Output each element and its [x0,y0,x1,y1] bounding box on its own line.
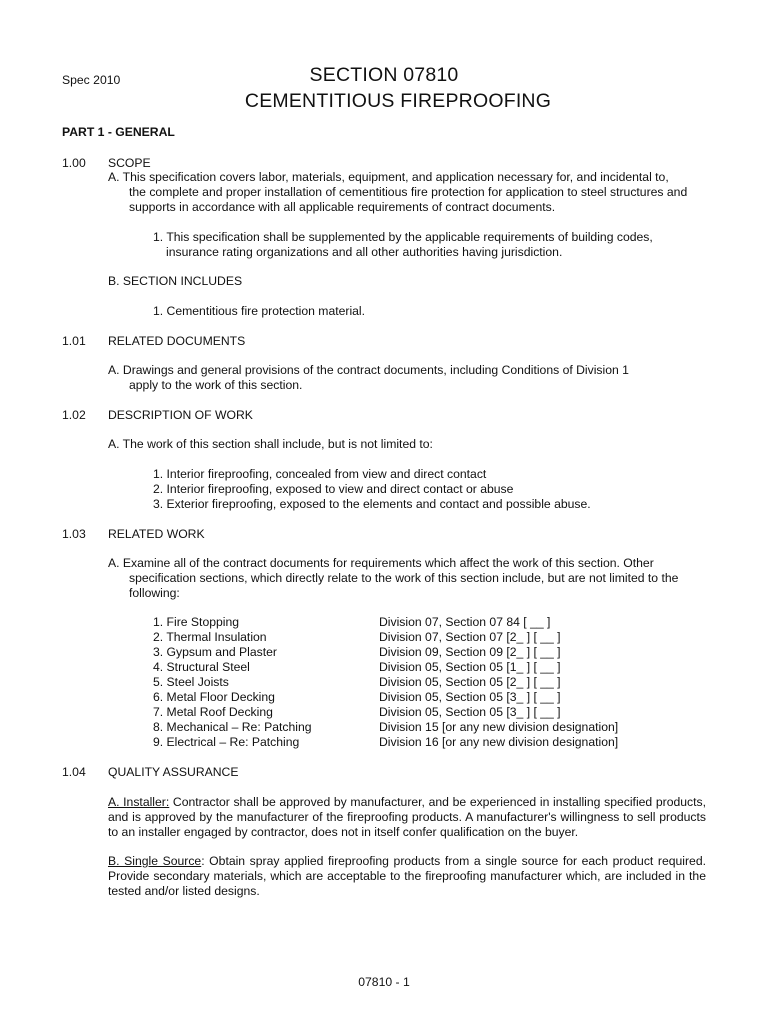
list-item [153,705,561,720]
related-work-a-line-1: A. Examine all of the contract documents for requirements which affect the work of this section. Other [108,556,654,570]
description-a: A. The work of this section shall include, but is not limited to: [108,437,433,451]
list-item: 3. Exterior fireproofing, exposed to the elements and contact and possible abuse. [153,497,591,511]
clause-number-1-00: 1.00 [62,156,86,170]
installer-label: A. Installer: [108,795,170,809]
clause-heading-scope: SCOPE [108,156,151,170]
related-section-name: 6. Metal Floor Decking [153,690,275,704]
list-item [153,735,619,750]
clause-heading-related-work: RELATED WORK [108,527,205,541]
page-number: 07810 - 1 [358,975,410,989]
scope-a1-line-1: 1. This specification shall be supplemented by the applicable requirements of building codes, [153,230,653,244]
related-section-name: 4. Structural Steel [153,660,250,674]
clause-heading-related-documents: RELATED DOCUMENTS [108,334,246,348]
related-work-a-line-2: specification sections, which directly relate to the work of this section include, but are not limited to the [129,571,679,585]
scope-a-line-3: supports in accordance with all applicable requirements of contract documents. [129,200,556,214]
list-item: 1. Interior fireproofing, concealed from view and direct contact [153,467,487,481]
related-section-name: 8. Mechanical – Re: Patching [153,720,312,734]
related-section-name: 7. Metal Roof Decking [153,705,273,719]
related-docs-a-line-2: apply to the work of this section. [129,378,303,392]
single-source-label: B. Single Source [108,854,202,868]
clause-number-1-03: 1.03 [62,527,86,541]
scope-b-heading: B. SECTION INCLUDES [108,274,243,288]
related-work-a-line-3: following: [129,586,180,600]
clause-heading-quality-assurance: QUALITY ASSURANCE [108,765,239,779]
related-section-ref: Division 05, Section 05 [1_ ] [ __ ] [379,660,561,674]
related-section-ref: Division 15 [or any new division designation] [379,720,619,734]
related-section-ref: Division 05, Section 05 [3_ ] [ __ ] [379,705,561,719]
single-source-text: : Obtain spray applied fireproofing products from a single source for each product required. Provide secondary materials, which are acceptable to the fireproofing manufacturer which, are included in the tested and/or listed designs. [108,854,706,898]
list-item [153,690,561,705]
related-section-ref: Division 09, Section 09 [2_ ] [ __ ] [379,645,561,659]
installer-text: Contractor shall be approved by manufacturer, and be experienced in installing specified products, and is approved by the manufacturer of the fireproofing products. A manufacturer's willingness to sell products to an installer engaged by contractor, does not in itself confer qualification on the buyer. [108,795,706,839]
list-item [153,720,619,735]
clause-number-1-01: 1.01 [62,334,86,348]
section-number: SECTION 07810 [309,64,459,86]
related-section-name: 5. Steel Joists [153,675,229,689]
scope-a1-line-2: insurance rating organizations and all other authorities having jurisdiction. [166,245,563,259]
scope-b1: 1. Cementitious fire protection material. [153,304,366,318]
clause-number-1-02: 1.02 [62,408,86,422]
related-section-name: 9. Electrical – Re: Patching [153,735,300,749]
related-section-ref: Division 05, Section 05 [2_ ] [ __ ] [379,675,561,689]
list-item [153,645,561,660]
section-title: CEMENTITIOUS FIREPROOFING [244,90,552,112]
related-docs-a-line-1: A. Drawings and general provisions of the contract documents, including Conditions of Division 1 [108,363,629,377]
list-item [153,630,561,645]
clause-heading-description-of-work: DESCRIPTION OF WORK [108,408,253,422]
list-item: 2. Interior fireproofing, exposed to view and direct contact or abuse [153,482,514,496]
related-section-ref: Division 16 [or any new division designation] [379,735,619,749]
related-sections-list [153,615,653,755]
scope-a-line-2: the complete and proper installation of cementitious fire protection for application to steel structures and [129,185,688,199]
related-section-name: 3. Gypsum and Plaster [153,645,277,659]
part-heading: PART 1 - GENERAL [62,125,175,139]
list-item [153,615,551,630]
related-section-name: 1. Fire Stopping [153,615,240,629]
related-section-ref: Division 07, Section 07 84 [ __ ] [379,615,551,629]
related-section-name: 2. Thermal Insulation [153,630,267,644]
related-section-ref: Division 07, Section 07 [2_ ] [ __ ] [379,630,561,644]
related-section-ref: Division 05, Section 05 [3_ ] [ __ ] [379,690,561,704]
scope-a-line-1: A. This specification covers labor, materials, equipment, and application necessary for, and incidental to, [108,170,669,184]
quality-assurance-single-source [108,854,706,899]
list-item [153,660,561,675]
clause-number-1-04: 1.04 [62,765,86,779]
spec-year: Spec 2010 [62,73,121,87]
quality-assurance-installer [108,795,706,840]
list-item [153,675,561,690]
